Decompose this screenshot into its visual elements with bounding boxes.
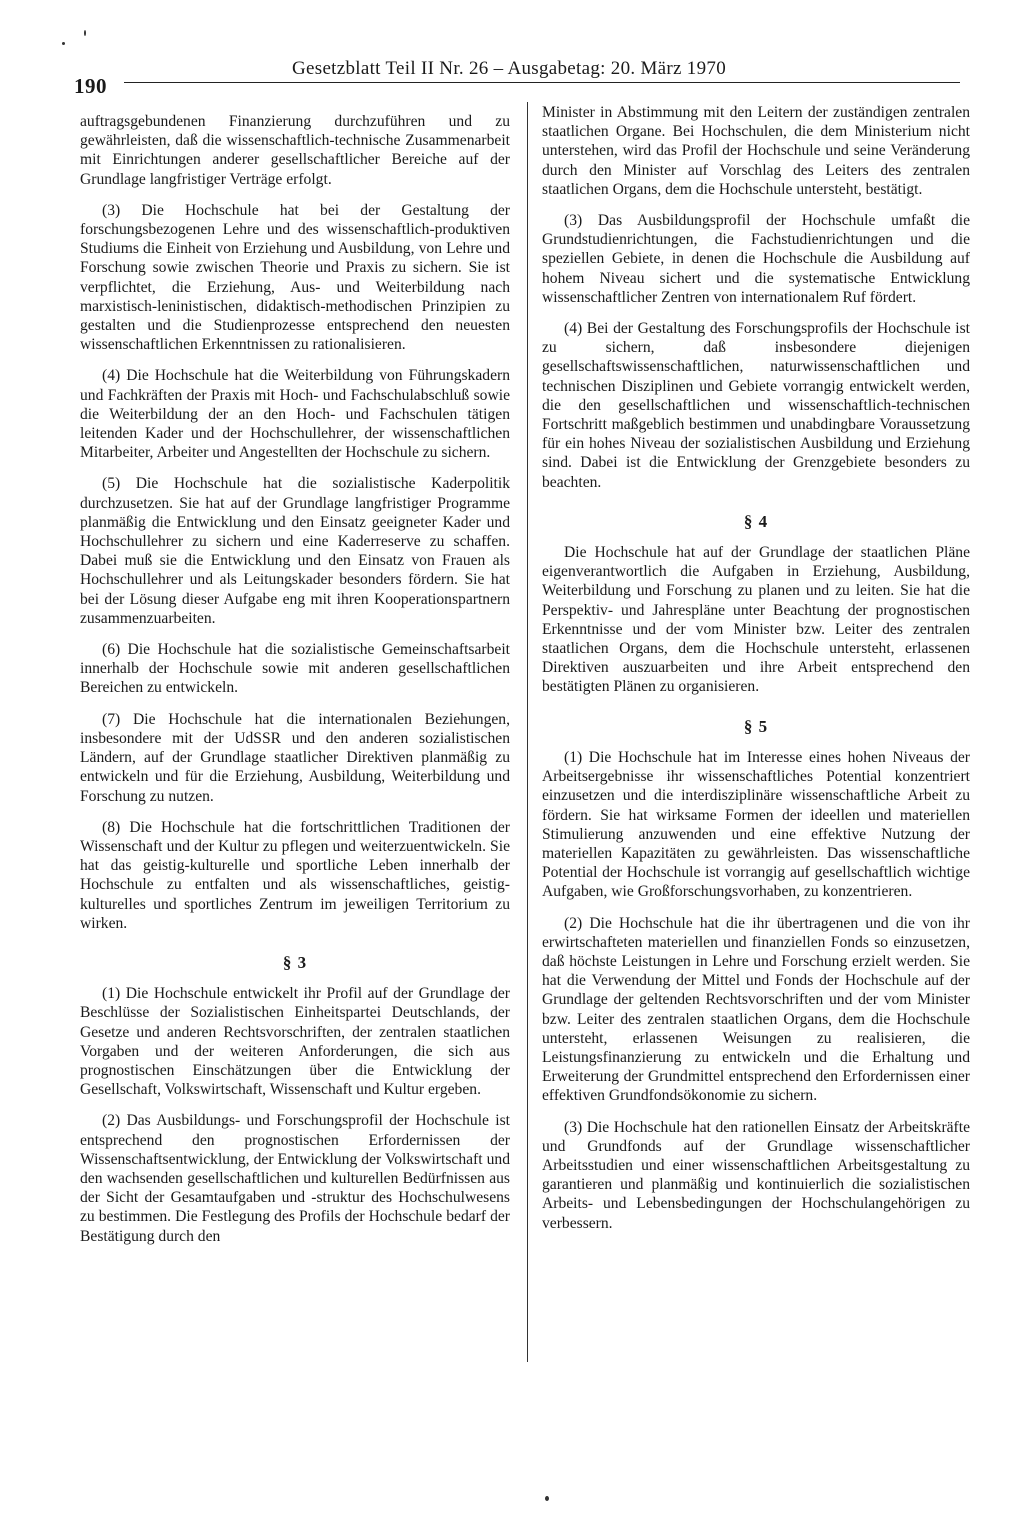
header-rule [124, 82, 960, 83]
paragraph: (2) Die Hochschule hat die ihr übertragenen und die von ihr erwirtschafteten materiellen und finanziellen Fonds so einzusetzen, daß höchste Leistungen in Lehre und Forschung erzielt werden. Sie hat die Verwendung der Mittel und Fonds der Hochschule auf der Grundlage der geltenden Rechtsvorschriften und der vom Minister bzw. Leiter des zentralen staatlichen Organs, dem die Hochschule untersteht, erlassenen Weisungen zu realisieren, die Leistungsfinanzierung zu entwickeln und die Erhaltung und Erweiterung der Grundmittel entsprechend den Erfordernissen einer effektiven Grundfondsökonomie zu sichern. [542, 914, 970, 1105]
left-column [80, 112, 510, 1258]
scan-speck [62, 42, 65, 45]
scan-speck [84, 30, 86, 36]
section-heading: § 4 [743, 511, 769, 531]
section-heading: § 3 [282, 952, 308, 972]
paragraph: (3) Die Hochschule hat bei der Gestaltung der forschungsbezogenen Lehre und des wissenschaftlich-produktiven Studiums die Einheit von Erziehung und Ausbildung, von Lehre und Forschung sowie zwischen Theorie und Praxis zu sichern. Sie ist verpflichtet, die Erziehung, Aus- und Weiterbildung nach marxistisch-leninistischen, didaktisch-methodischen Prinzipien zu gestalten und die Studienprozesse entsprechend den neuesten wissenschaftlichen Erkenntnissen zu rationalisieren. [80, 201, 510, 354]
paragraph: (4) Die Hochschule hat die Weiterbildung von Führungskadern und Fachkräften der Praxis mit Hoch- und Fachschulabschluß sowie die Weiterbildung der an den Hoch- und Fachschulen tätigen leitenden Kader und der Hochschullehrer, der wissenschaftlichen Mitarbeiter, Arbeiter und Angestellten der Hochschule zu sichern. [80, 367, 510, 462]
paragraph: (3) Das Ausbildungsprofil der Hochschule umfaßt die Grundstudienrichtungen, die Fachstudienrichtungen und die speziellen Gebiete, in denen die Hochschule die Ausbildung auf hohem Niveau sichert und die systematische Entwicklung wissenschaftlicher Zentren von internationalem Ruf fördert. [542, 212, 970, 306]
paragraph: (4) Bei der Gestaltung des Forschungsprofils der Hochschule ist zu sichern, daß insbesondere diejenigen gesellschaftswissenschaftlichen, naturwissenschaftlichen und technischen Disziplinen und Gebiete vorrangig entwickelt werden, die den gesellschaftlichen und wissenschaftlich-technischen Fortschritt maßgeblich bestimmen und unabdingbare Voraussetzung für ein hohes Niveau der sozialistischen Ausbildung und Erziehung sind. Dabei ist die Entwicklung der Grenzgebiete besonders zu beachten. [542, 320, 970, 491]
paragraph: (7) Die Hochschule hat die internationalen Beziehungen, insbesondere mit der UdSSR und den anderen sozialistischen Ländern, auf der Grundlage staatlicher Direktiven planmäßig zu entwickeln und für die Erziehung, Ausbildung, Weiterbildung und Forschung zu nutzen. [80, 710, 510, 805]
paragraph: (3) Die Hochschule hat den rationellen Einsatz der Arbeitskräfte und Grundfonds auf der Grundlage wissenschaftlicher Arbeitsstudien und einer wissenschaftlichen Arbeitsgestaltung zu garantieren und planmäßig und kontinuierlich die sozialistischen Arbeits- und Lebensbedingungen der Hochschulangehörigen zu verbessern. [542, 1118, 970, 1232]
paragraph: (8) Die Hochschule hat die fortschrittlichen Traditionen der Wissenschaft und der Kultur zu pflegen und weiterzuentwickeln. Sie hat das geistig-kulturelle und sportliche Leben innerhalb der Hochschule zu entfalten und als wissenschaftliches, geistig-kulturelles und sportliches Zentrum im jeweiligen Territorium zu wirken. [80, 818, 510, 932]
paragraph: auftragsgebundenen Finanzierung durchzuführen und zu gewährleisten, daß die wissenschaftlich-technische Zusammenarbeit mit Einrichtungen anderer gesellschaftlicher Bereiche auf der Grundlage langfristiger Verträge erfolgt. [80, 113, 510, 188]
header-title: Gesetzblatt Teil II Nr. 26 – Ausgabetag: 20. März 1970 [292, 58, 727, 79]
paragraph: Minister in Abstimmung mit den Leitern der zuständigen zentralen staatlichen Organe. Bei Hochschulen, die dem Ministerium nicht unterstehen, wird das Profil der Hochschule und seine Veränderung durch den Minister auf Vorschlag des Leiters des zentralen staatlichen Organs, dem die Hochschule untersteht, bestätigt. [542, 104, 970, 198]
section-heading: § 5 [743, 716, 769, 736]
paragraph: Die Hochschule hat auf der Grundlage der staatlichen Pläne eigenverantwortlich die Aufgaben in Erziehung, Ausbildung, Weiterbildung und Forschung zu planen und zu leiten. Sie hat die Perspektiv- und Jahrespläne unter Beachtung der prognostischen Erkenntnisse und der vom Minister bzw. Leiter des zentralen staatlichen Organs, dem die Hochschule untersteht, erlassenen Direktiven auszuarbeiten und ihre Arbeit entsprechend den bestätigten Plänen zu organisieren. [542, 544, 970, 696]
scan-speck [545, 1496, 549, 1501]
paragraph: (2) Das Ausbildungs- und Forschungsprofil der Hochschule ist entsprechend den prognostischen Erfordernissen der Wissenschaftsentwicklung, der Entwicklung der Volkswirtschaft und den wachsenden gesellschaftlichen und kulturellen Bedürfnissen aus der Sicht der Gesamtaufgaben und -struktur des Hochschulwesens zu bestimmen. Die Festlegung des Profils der Hochschule bedarf der Bestätigung durch den [80, 1112, 510, 1245]
right-column [542, 103, 970, 1245]
page-number: 190 [74, 74, 107, 98]
paragraph: (6) Die Hochschule hat die sozialistische Gemeinschaftsarbeit innerhalb der Hochschule sowie mit anderen gesellschaftlichen Bereichen zu entwickeln. [80, 641, 510, 697]
column-divider [527, 102, 528, 1362]
paragraph: (5) Die Hochschule hat die sozialistische Kaderpolitik durchzusetzen. Sie hat auf der Grundlage langfristiger Programme planmäßig die Entwicklung und den Einsatz geeigneter Kader und Hochschullehrer zu sichern und eine Kaderreserve zu schaffen. Dabei muß sie die Entwicklung und den Einsatz von Frauen als Hochschullehrer und als Leitungskader besonders fördern. Sie hat bei der Lösung dieser Aufgabe eng mit ihren Kooperationspartnern zusammenzuarbeiten. [80, 475, 510, 627]
paragraph: (1) Die Hochschule entwickelt ihr Profil auf der Grundlage der Beschlüsse der Sozialistischen Einheitspartei Deutschlands, der Gesetze und anderen Rechtsvorschriften, der zentralen staatlichen Vorgaben und der weiteren Anforderungen, die sich aus prognostischen Einschätzungen über die Entwicklung der Gesellschaft, Volkswirtschaft, Wissenschaft und Kultur ergeben. [80, 985, 510, 1099]
paragraph: (1) Die Hochschule hat im Interesse eines hohen Niveaus der Arbeitsergebnisse ihr wissenschaftliches Potential konzentriert einzusetzen und die interdisziplinäre wissenschaftliche Arbeit zu fördern. Sie hat wirksame Formen der ideellen und materiellen Stimulierung anzuwenden und eine effektive Nutzung der materiellen Kapazitäten zu gewährleisten. Das wissenschaftliche Potential der Hochschule ist vorrangig auf gesellschaftlich wichtige Aufgaben, wie Großforschungsvorhaben, zu konzentrieren. [542, 748, 970, 901]
